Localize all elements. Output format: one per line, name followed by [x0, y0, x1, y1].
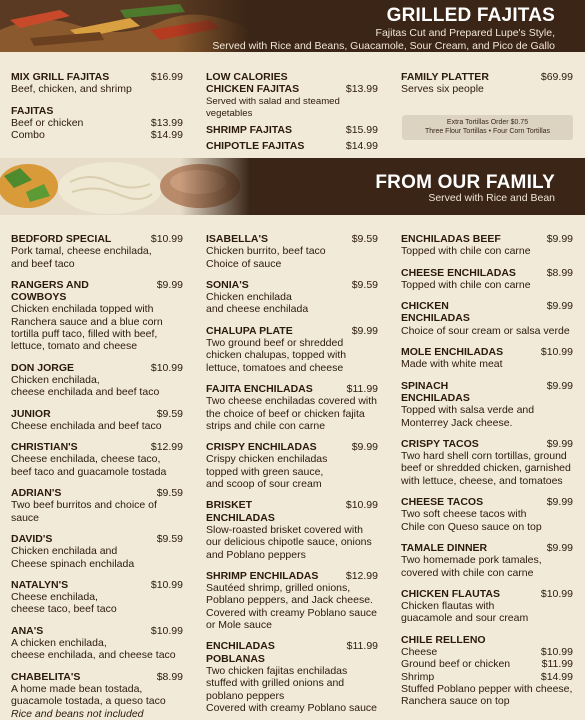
menu-item — [11, 625, 183, 662]
item-name: JUNIOR — [11, 407, 51, 420]
item-desc-line: Chicken enchilada and — [11, 545, 118, 558]
family-column-3 — [401, 233, 573, 708]
item-desc-line: guacamole tostada, a queso taco — [11, 695, 166, 708]
menu-item — [11, 233, 183, 270]
item-desc-line: Slow-roasted brisket covered with — [206, 523, 363, 536]
item-name: LOW CALORIES — [206, 71, 288, 83]
item-desc-line: Two ground beef or shredded — [206, 337, 344, 350]
item-desc-line: Sautéed shrimp, grilled onions, — [206, 582, 351, 595]
fajitas-title: GRILLED FAJITAS — [386, 5, 555, 26]
item-name: CRISPY TACOS — [401, 437, 479, 450]
item-desc-line: Chicken burrito, beef taco — [206, 245, 326, 258]
item-desc-line: Cheese enchilada, — [11, 591, 98, 604]
item-desc-line: and cheese enchilada — [206, 303, 309, 316]
item-name: SHRIMP FAJITAS — [206, 124, 292, 137]
menu-item — [206, 71, 378, 120]
item-name: NATALYN'S — [11, 578, 69, 591]
family-banner — [0, 158, 585, 215]
item-name: BEDFORD SPECIAL — [11, 233, 112, 245]
menu-item — [206, 499, 378, 560]
item-desc-line: Cheese enchilada and beef taco — [11, 419, 162, 432]
item-price: $12.99 — [345, 569, 378, 582]
menu-item — [11, 579, 183, 616]
item-price: $9.59 — [351, 278, 378, 291]
item-name: CHEESE ENCHILADAS — [401, 266, 516, 279]
item-desc-line: Topped with salsa verde and — [401, 404, 535, 417]
item-name: MIX GRILL FAJITAS — [11, 71, 110, 83]
fajitas-subtitle-line-2: Served with Rice and Beans, Guacamole, Sour Cream, and Pico de Gallo — [212, 40, 555, 52]
menu-item — [401, 634, 573, 708]
item-price: $9.99 — [351, 441, 378, 454]
item-price: $9.99 — [546, 496, 573, 509]
price-row — [401, 658, 573, 670]
item-name: SONIA'S — [206, 278, 249, 291]
item-price: $69.99 — [540, 71, 573, 83]
item-desc-line: Stuffed Poblano pepper with cheese, — [401, 682, 573, 695]
item-desc: Served with salad and steamed vegetables — [206, 95, 340, 119]
item-note: Rice and beans not included — [11, 707, 144, 720]
item-desc-line: Covered with creamy Poblano sauce — [206, 701, 378, 714]
item-name: ANA'S — [11, 624, 44, 637]
item-name: CRISPY ENCHILADAS — [206, 441, 317, 454]
menu-item — [11, 408, 183, 433]
item-name: MOLE ENCHILADAS — [401, 346, 504, 359]
family-photo — [0, 158, 250, 215]
price-row-label: Ground beef or chicken — [401, 658, 511, 671]
item-price: $10.99 — [540, 346, 573, 359]
item-desc-line: A chicken enchilada, — [11, 637, 107, 650]
fajitas-column-3 — [401, 71, 573, 96]
item-desc-line: A home made bean tostada, — [11, 682, 143, 695]
menu-item — [11, 441, 183, 478]
item-desc-line: the choice of beef or chicken fajita — [206, 407, 365, 420]
menu-item — [206, 325, 378, 374]
item-desc-line: Chile con Queso sauce on top — [401, 520, 542, 533]
menu-item — [401, 542, 573, 579]
item-price: $10.99 — [150, 361, 183, 374]
item-price: $9.99 — [156, 278, 183, 291]
item-name: RANGERS AND COWBOYS — [11, 278, 89, 304]
price-row-label: Cheese — [401, 646, 438, 659]
price-row-label: Beef or chicken — [11, 116, 84, 129]
menu-item — [401, 496, 573, 533]
fajitas-banner — [0, 0, 585, 52]
price-row-price: $10.99 — [540, 646, 573, 659]
item-desc-line: lettuce, tomato and cheese — [11, 340, 138, 353]
item-desc-line: Chicken enchilada, — [11, 373, 100, 386]
item-desc-line: Topped with chile con carne — [401, 278, 531, 291]
price-row-price: $14.99 — [540, 670, 573, 683]
price-row-price: $14.99 — [150, 129, 183, 142]
menu-item — [401, 438, 573, 487]
item-desc-line: Two soft cheese tacos with — [401, 508, 527, 521]
fajitas-column-1 — [11, 71, 183, 141]
menu-item — [401, 380, 573, 429]
menu-item — [206, 233, 378, 270]
menu-item — [206, 570, 378, 631]
item-name: ENCHILADAS POBLANAS — [206, 640, 275, 665]
fajitas-subtitle-line-1: Fajitas Cut and Prepared Lupe's Style, — [375, 27, 555, 39]
menu-item — [206, 383, 378, 432]
item-price: $11.99 — [346, 640, 378, 653]
item-desc-line: and scoop of sour cream — [206, 478, 322, 491]
item-desc-line: or Mole sauce — [206, 619, 272, 632]
item-desc-line: Monterrey Jack cheese. — [401, 416, 513, 429]
item-desc-line: cheese taco, beef taco — [11, 603, 117, 616]
item-desc-line: beef taco and guacamole tostada — [11, 465, 167, 478]
item-name: SHRIMP ENCHILADAS — [206, 569, 319, 582]
extra-tortillas-price: Extra Tortillas Order $0.75 — [446, 119, 529, 126]
item-desc-line: covered with chile con carne — [401, 566, 534, 579]
item-name: FAJITA ENCHILADAS — [206, 382, 313, 395]
item-desc-line: Made with white meat — [401, 358, 503, 371]
item-desc-line: with lettuce, cheese, and tomatoes — [401, 474, 563, 487]
item-name: CHICKEN FLAUTAS — [401, 587, 500, 600]
item-price: $8.99 — [156, 670, 183, 683]
item-desc: Serves six people — [401, 83, 484, 96]
item-name: CHILE RELLENO — [401, 633, 486, 646]
item-price: $8.99 — [546, 266, 573, 279]
item-price: $14.99 — [345, 140, 378, 153]
item-desc-line: lettuce, tomatoes and cheese — [206, 361, 344, 374]
item-desc-line: Topped with chile con carne — [401, 245, 531, 258]
item-name: BRISKET ENCHILADAS — [206, 499, 275, 524]
item-price: $16.99 — [150, 71, 183, 83]
item-desc-line: Covered with creamy Poblano sauce — [206, 606, 378, 619]
item-name: DAVID'S — [11, 532, 53, 545]
item-desc-line: cheese enchilada and beef taco — [11, 386, 160, 399]
menu-item — [206, 124, 378, 136]
menu-item — [11, 105, 183, 142]
item-desc-line: Two homemade pork tamales, — [401, 554, 542, 567]
item-desc-line: Two hard shell corn tortillas, ground — [401, 450, 567, 463]
item-price: $9.59 — [351, 233, 378, 245]
item-desc-line: Chicken enchilada — [206, 291, 292, 304]
item-price: $9.59 — [156, 407, 183, 420]
item-name: ISABELLA'S — [206, 233, 269, 245]
item-price: $9.99 — [546, 437, 573, 450]
price-row — [401, 671, 573, 683]
item-desc-line: and Poblano peppers — [206, 548, 306, 561]
price-row-price: $13.99 — [150, 116, 183, 129]
item-desc-line: Two chicken fajitas enchiladas — [206, 664, 348, 677]
item-desc-line: cheese enchilada, and cheese taco — [11, 649, 176, 662]
item-name: FAJITAS — [11, 104, 54, 117]
price-row — [11, 117, 183, 129]
extra-tortillas-options: Three Flour Tortillas • Four Corn Tortillas — [424, 128, 551, 135]
item-price: $10.99 — [345, 499, 378, 512]
family-title: FROM OUR FAMILY — [375, 172, 555, 193]
item-price: $15.99 — [345, 124, 378, 137]
item-desc-line: tortilla puff taco, filled with beef, — [11, 328, 158, 341]
family-column-1 — [11, 233, 183, 720]
item-desc-line: poblano peppers — [206, 689, 285, 702]
item-price: $9.99 — [546, 233, 573, 245]
menu-item — [206, 140, 378, 152]
item-name: SPINACH ENCHILADAS — [401, 379, 470, 404]
menu-item — [401, 267, 573, 292]
menu-item — [401, 233, 573, 258]
item-desc-line: Choice of sour cream or salsa verde — [401, 324, 570, 337]
item-price: $13.99 — [345, 83, 378, 96]
item-desc-line: chicken chalupas, topped with — [206, 349, 347, 362]
item-price: $9.59 — [156, 532, 183, 545]
price-row — [401, 646, 573, 658]
item-desc-line: beef or shredded chicken, garnished — [401, 462, 571, 475]
menu-item — [11, 671, 183, 720]
extra-tortillas-box — [402, 115, 573, 140]
item-desc-line: stuffed with grilled onions and — [206, 677, 345, 690]
item-desc-line: strips and chile con carne — [206, 419, 326, 432]
item-desc-line: guacamole and sour cream — [401, 612, 529, 625]
item-name-line-2: CHICKEN FAJITAS — [206, 83, 300, 96]
item-name: FAMILY PLATTER — [401, 71, 489, 83]
item-name: ENCHILADAS BEEF — [401, 233, 501, 245]
item-desc-line: Chicken enchilada topped with — [11, 303, 154, 316]
fajitas-column-2 — [206, 71, 378, 153]
item-desc-line: Crispy chicken enchiladas — [206, 453, 328, 466]
item-name: CHICKEN ENCHILADAS — [401, 300, 470, 325]
item-price: $12.99 — [150, 441, 183, 454]
menu-item — [401, 300, 573, 337]
item-desc-line: Ranchera sauce and a blue corn — [11, 315, 163, 328]
price-row — [206, 83, 378, 95]
menu-item — [401, 71, 573, 96]
item-name: TAMALE DINNER — [401, 541, 488, 554]
item-price: $10.99 — [540, 587, 573, 600]
item-price: $9.99 — [546, 300, 573, 313]
item-desc-line: Ranchera sauce on top — [401, 695, 510, 708]
menu-item — [11, 362, 183, 399]
menu-item — [11, 279, 183, 353]
item-desc-line: Choice of sauce — [206, 257, 282, 270]
item-name: CHRISTIAN'S — [11, 441, 78, 454]
item-desc: Beef, chicken, and shrimp — [11, 83, 132, 96]
item-desc-line: our delicious chipotle sauce, onions — [206, 536, 372, 549]
item-desc-line: Pork tamal, cheese enchilada, — [11, 245, 152, 258]
item-desc-line: Two cheese enchiladas covered with — [206, 395, 378, 408]
item-name: CHEESE TACOS — [401, 496, 484, 509]
item-price: $11.99 — [346, 382, 378, 395]
family-subtitle: Served with Rice and Bean — [428, 192, 555, 204]
item-desc-line: Poblano peppers, and Jack cheese. — [206, 594, 373, 607]
item-desc-line: Cheese enchilada, cheese taco, — [11, 453, 161, 466]
price-row-label: Combo — [11, 129, 45, 142]
item-price: $9.99 — [546, 379, 573, 392]
family-column-2 — [206, 233, 378, 714]
item-price: $9.99 — [546, 541, 573, 554]
item-desc-line: Two beef burritos and choice of sauce — [11, 499, 157, 524]
item-name: ADRIAN'S — [11, 487, 62, 500]
menu-item — [206, 640, 378, 714]
item-name: DON JORGE — [11, 361, 75, 374]
menu-item — [401, 588, 573, 625]
fajitas-subtitle — [212, 27, 555, 53]
price-row — [11, 129, 183, 141]
menu-item — [11, 71, 183, 96]
item-name: CHALUPA PLATE — [206, 324, 293, 337]
price-row-price: $11.99 — [541, 658, 573, 671]
menu-item — [11, 487, 183, 524]
item-name: CHABELITA'S — [11, 670, 81, 683]
item-price: $9.99 — [351, 324, 378, 337]
item-price: $10.99 — [150, 624, 183, 637]
item-desc-line: topped with green sauce, — [206, 465, 324, 478]
menu-item — [401, 346, 573, 371]
price-row-label: Shrimp — [401, 670, 435, 683]
item-name: CHIPOTLE FAJITAS — [206, 140, 305, 153]
menu-item — [206, 441, 378, 490]
item-price: $9.59 — [156, 487, 183, 500]
menu-item — [11, 533, 183, 570]
menu-item — [206, 279, 378, 316]
item-desc-line: and beef taco — [11, 257, 75, 270]
item-desc-line: Cheese spinach enchilada — [11, 557, 135, 570]
item-price: $10.99 — [150, 578, 183, 591]
item-price: $10.99 — [150, 233, 183, 245]
item-desc-line: Chicken flautas with — [401, 600, 495, 613]
